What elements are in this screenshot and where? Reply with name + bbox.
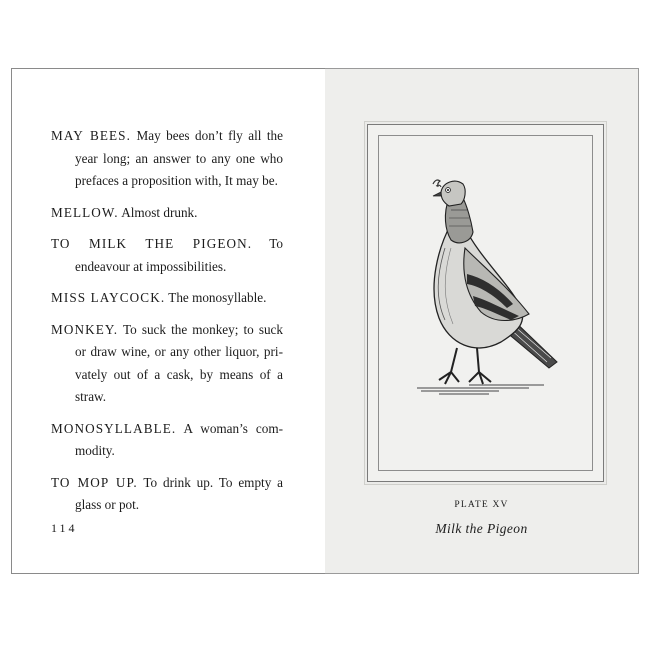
dictionary-entries <box>51 125 283 526</box>
page-number: 114 <box>51 521 78 535</box>
entry-definition: A woman’s commodity. <box>75 420 283 458</box>
book-spread <box>11 68 639 574</box>
entry-definition: May bees don’t fly all the year long; an answer to any one who prefaces a proposition with, It may be. <box>75 128 284 188</box>
entry-may-bees <box>51 125 283 193</box>
entry-definition: Almost drunk. <box>121 204 198 220</box>
pigeon-illustration <box>379 136 594 472</box>
entry-mop-up <box>51 472 283 517</box>
right-page <box>325 68 639 574</box>
entry-mellow <box>51 202 283 225</box>
entry-monkey <box>51 319 283 409</box>
entry-definition: To suck the monkey; to suck or draw wine, or any other liquor, privately out of a cask, by means of a straw. <box>75 321 283 404</box>
entry-headword: MAY BEES. <box>51 128 131 143</box>
plate-label: PLATE XV <box>454 500 509 510</box>
entry-definition: To endeavour at impossibilities. <box>75 236 283 274</box>
entry-definition: The monosyllable. <box>168 290 267 305</box>
entry-miss-laycock <box>51 287 283 310</box>
entry-milk-the-pigeon <box>51 233 283 278</box>
left-page <box>11 68 326 574</box>
entry-headword: TO MILK THE PIGEON. <box>51 236 253 251</box>
entry-monosyllable <box>51 418 283 463</box>
entry-headword: MISS LAYCOCK. <box>51 290 166 305</box>
entry-headword: MONOSYLLABLE. <box>51 420 177 436</box>
plate-frame <box>367 124 604 482</box>
plate-border <box>378 135 593 471</box>
entry-definition: To drink up. To empty a glass or pot. <box>75 474 283 512</box>
plate-title: Milk the Pigeon <box>435 521 528 536</box>
entry-headword: MELLOW. <box>51 204 119 220</box>
entry-headword: TO MOP UP. <box>51 474 138 490</box>
entry-headword: MONKEY. <box>51 321 119 337</box>
